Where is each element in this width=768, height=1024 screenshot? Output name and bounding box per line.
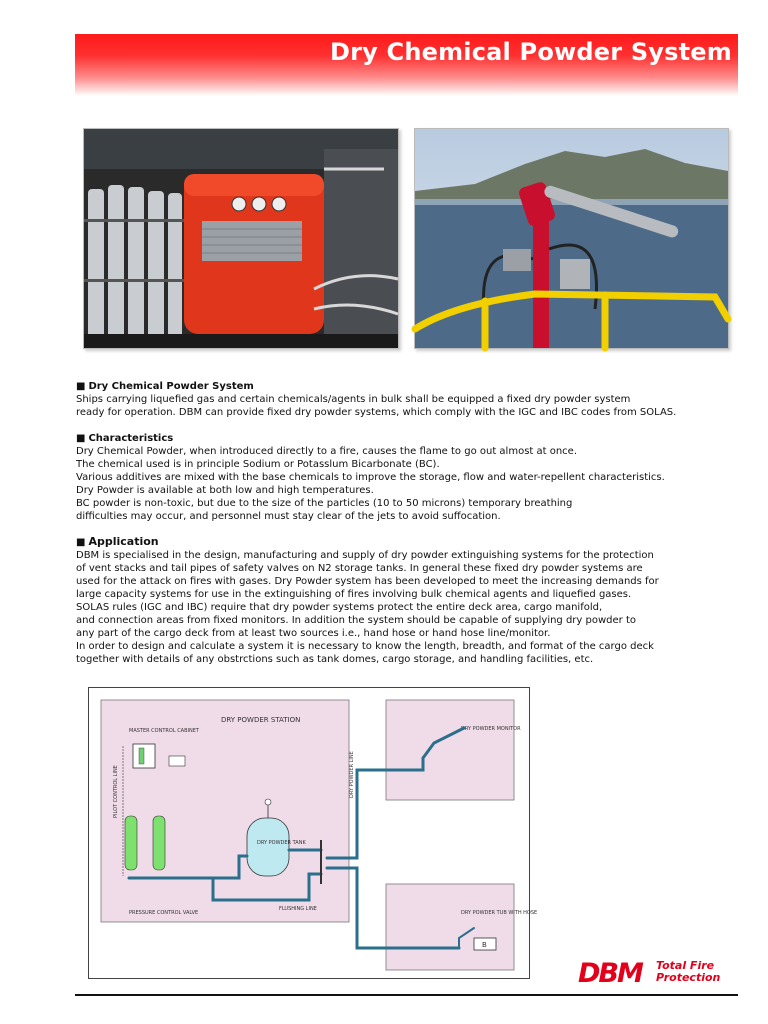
- n2-cylinder: [125, 816, 137, 870]
- body-line: and connection areas from fixed monitors. In addition the system should be capable of supplying dry powder to: [76, 615, 636, 626]
- powder-tank: [247, 818, 289, 876]
- deck-monitor-photo: [414, 128, 729, 349]
- section-heading: ■ Dry Chemical Powder System: [76, 381, 254, 392]
- pilot-label: PILOT CONTROL LINE: [113, 765, 119, 818]
- body-line: any part of the cargo deck from at least two sources i.e., hand hose or hand hose line/monitor.: [76, 628, 551, 639]
- body-line: SOLAS rules (IGC and IBC) require that dry powder systems protect the entire deck area, cargo manifold,: [76, 602, 603, 613]
- body-line: of vent stacks and tail pipes of safety valves on N2 storage tanks. In general these fixed dry powder systems are: [76, 563, 643, 574]
- header-banner: [75, 34, 738, 96]
- monitor-box: [386, 700, 514, 800]
- footer-divider: [75, 994, 738, 996]
- section-heading: ■ Characteristics: [76, 433, 174, 444]
- dry-line-label: DRY POWDER LINE: [349, 751, 355, 798]
- section-characteristics: [76, 432, 716, 523]
- section-heading: ■ Application: [76, 535, 159, 548]
- page-title: Dry Chemical Powder System: [329, 38, 732, 66]
- system-diagram: [88, 687, 538, 979]
- body-line: Dry Chemical Powder, when introduced directly to a fire, causes the flame to go out almost at once.: [76, 446, 578, 457]
- body-line: together with details of any obstrctions such as tank domes, cargo storage, and handling facilities, etc.: [76, 654, 594, 665]
- body-line: In order to design and calculate a system it is necessary to know the length, breadth, and format of the cargo deck: [76, 641, 654, 652]
- body-line: DBM is specialised in the design, manufacturing and supply of dry powder extinguishing systems for the protection: [76, 550, 654, 561]
- body-line: Dry Powder is available at both low and high temperatures.: [76, 485, 374, 496]
- section-dry-chemical: [76, 380, 716, 419]
- body-line: used for the attack on fires with gases. Dry Powder system has been developed to meet the increasing demands for: [76, 576, 659, 587]
- body-line: BC powder is non-toxic, but due to the size of the particles (10 to 50 microns) temporary breathing: [76, 498, 573, 509]
- tank-label: DRY POWDER TANK: [257, 840, 306, 846]
- body-line: Ships carrying liquefied gas and certain chemicals/agents in bulk shall be equipped a fixed dry powder system: [76, 394, 631, 405]
- hose-label: DRY POWDER TUB WITH HOSE: [461, 910, 538, 916]
- flushing-label: FLUSHING LINE: [279, 906, 317, 912]
- section-application: [76, 535, 716, 666]
- body-line: The chemical used is in principle Sodium or Potasslum Bicarbonate (BC).: [76, 459, 440, 470]
- logo-tagline: Total Fire Protection: [656, 959, 721, 984]
- body-line: difficulties may occur, and personnel must stay clear of the jets to avoid suffocation.: [76, 511, 501, 522]
- control-panel: [169, 756, 185, 766]
- logo-brand: DBM: [578, 958, 642, 989]
- master-label: MASTER CONTROL CABINET: [129, 728, 199, 734]
- body-line: ready for operation. DBM can provide fixed dry powder systems, which comply with the IGC and IBC codes from SOLAS.: [76, 407, 677, 418]
- dbm-logo: [578, 958, 728, 990]
- body-line: large capacity systems for use in the extinguishing of fires involving bulk chemical agents and liquefied gases.: [76, 589, 632, 600]
- hose-box: [386, 884, 514, 970]
- hose-box-letter: B: [482, 941, 487, 949]
- powder-unit-photo: [83, 128, 399, 349]
- station-title: DRY POWDER STATION: [221, 716, 301, 724]
- monitor-label: DRY POWDER MONITOR: [461, 726, 521, 732]
- pressure-label: PRESSURE CONTROL VALVE: [129, 910, 199, 916]
- body-line: Various additives are mixed with the base chemicals to improve the storage, flow and water-repellent characteristics.: [76, 472, 665, 483]
- n2-cylinder: [153, 816, 165, 870]
